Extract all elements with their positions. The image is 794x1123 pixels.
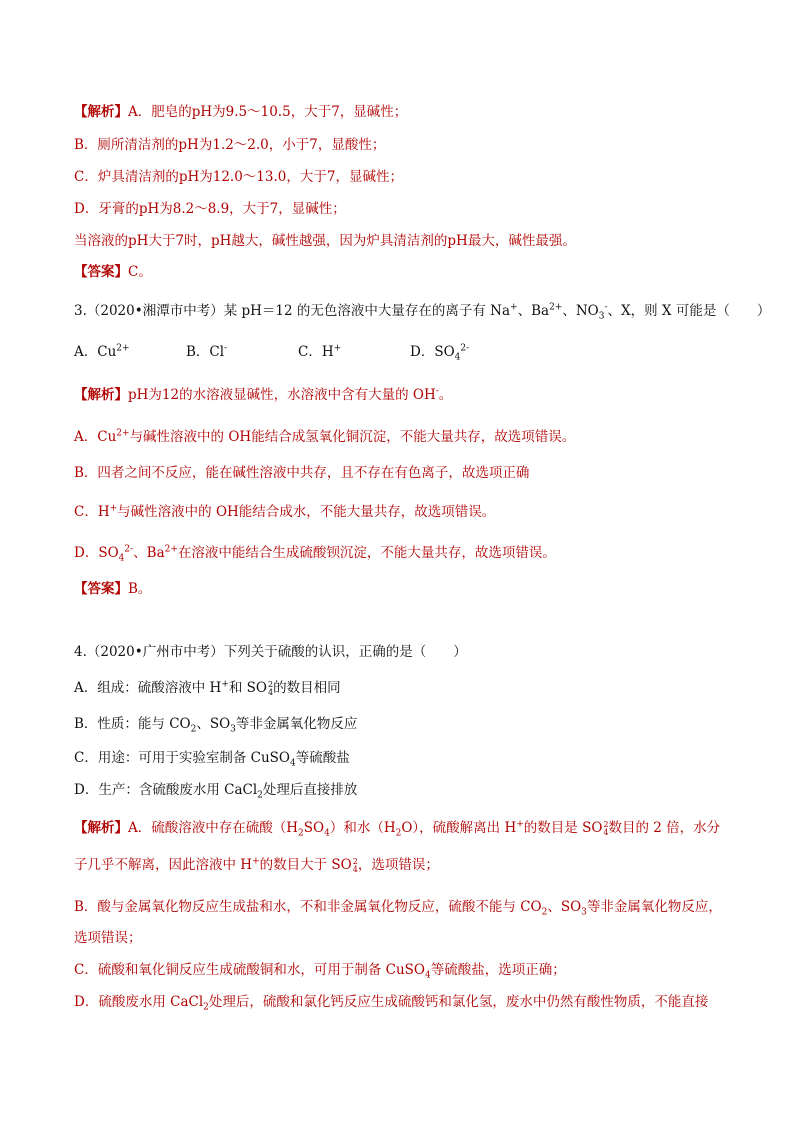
frac-bottom: 4	[352, 864, 358, 874]
no3-sub: 3	[598, 311, 605, 322]
q4-analysis-a-line2	[74, 856, 439, 874]
oh-charge: -	[435, 386, 439, 397]
q3-answer	[74, 580, 151, 598]
q4-an-b-sub3: 3	[581, 907, 587, 918]
q4-an-a-6: 数目的 2 倍，水分	[608, 820, 721, 836]
q4-an-a-sub2b: 2	[395, 828, 402, 839]
q3-opt-a-text: A．Cu	[74, 344, 117, 360]
q3-an-c-charge: +	[109, 503, 118, 514]
q4-an-b-2: 、SO	[547, 899, 582, 915]
q4-b-sub3: 3	[230, 724, 236, 735]
q4-an-a-sub4: 4	[324, 828, 330, 839]
q3-an-c-prefix: C．H	[74, 504, 110, 520]
q4-an-c-sub4: 4	[424, 970, 431, 981]
q4-b-mid: 、SO	[196, 716, 231, 732]
q3-opt-b-charge: -	[224, 343, 228, 354]
q3-an-c-suffix: 与碱性溶液中的 OH能结合成水，不能大量共存，故选项错误。	[117, 504, 496, 520]
q3-opt-a-charge: 2+	[116, 343, 130, 354]
q3-analysis-b: B．四者之间不反应，能在碱性溶液中共存，且不存在有色离子，故选项正确	[74, 465, 530, 481]
q4-analysis-b-line2: 选项错误；	[74, 930, 142, 946]
q4-an-a-5: 的数目是 SO	[523, 820, 603, 836]
q3-analysis-intro-a: pH为12的水溶液显碱性，水溶液中含有大量的 OH	[128, 387, 436, 403]
q3-analysis-intro	[74, 386, 452, 404]
q4-option-c	[74, 749, 350, 767]
frac-bottom: 4	[603, 827, 609, 837]
q4-an-c-prefix: C．硫酸和氧化铜反应生成硫酸铜和水，可用于制备 CuSO	[74, 962, 425, 978]
q4-analysis-tag: 【解析】	[74, 820, 128, 836]
q4-a-prefix: A．组成：硫酸溶液中 H	[74, 680, 222, 696]
q3-an-d-suffix: 在溶液中能结合生成硫酸钡沉淀，不能大量共存，故选项错误。	[177, 545, 556, 561]
q3-an-d-charge1: 2-	[124, 544, 134, 555]
q4-an-a-h-charge: +	[516, 819, 524, 830]
answer-tag: 【答案】	[74, 264, 128, 280]
frac-top: 2	[603, 819, 609, 829]
analysis-tag: 【解析】	[74, 104, 128, 120]
q4-analysis-d	[74, 993, 708, 1011]
q4-stem: 4.（2020•广州市中考）下列关于硫酸的认识，正确的是（ ）	[74, 644, 467, 660]
frac-bottom: 4	[267, 687, 274, 697]
q3-stem-suffix: 、X，则 X 可能是（ ）	[607, 303, 771, 319]
q3-options	[74, 343, 522, 361]
q4-an-b-3: 等非金属氧化物反应，	[586, 899, 722, 915]
q3-option-d	[410, 343, 522, 361]
q3-an-d-sub: 4	[118, 553, 125, 564]
q4-option-b	[74, 715, 357, 733]
q4-an-a-4: O），硫酸解离出 H	[401, 820, 517, 836]
q4-a-h-charge: +	[221, 679, 229, 690]
q4-an-a2-prefix: 子几乎不解离，因此溶液中 H	[74, 857, 253, 873]
q4-d-sub2: 2	[257, 790, 263, 801]
q4-analysis-b	[74, 898, 722, 916]
q3-stem-sep1: 、Ba	[517, 303, 550, 319]
na-charge: +	[510, 302, 518, 313]
analysis-conclusion: 当溶液的pH大于7时，pH越大，碱性越强，因为炉具清洁剂的pH最大，碱性最强。	[74, 233, 576, 249]
q3-option-a	[74, 343, 186, 361]
q4-analysis-c	[74, 961, 566, 979]
q4-a-mid: 和 SO	[228, 680, 267, 696]
q3-an-d-mid: 、Ba	[133, 545, 165, 561]
analysis-d-line: D．牙膏的pH为8.2～8.9，大于7，显碱性；	[74, 201, 346, 217]
q4-option-d	[74, 781, 357, 799]
analysis-b-line: B．厕所清洁剂的pH为1.2～2.0，小于7，显酸性；	[74, 137, 386, 153]
q3-an-a-charge: 2+	[116, 428, 130, 439]
q3-opt-d-text: D．SO	[410, 344, 455, 360]
q4-a-suffix: 的数目相同	[273, 680, 341, 696]
q3-option-c	[298, 343, 410, 361]
q3-analysis-c	[74, 503, 495, 521]
analysis-a-text: A．肥皂的pH为9.5～10.5，大于7，显碱性；	[128, 104, 408, 120]
q4-c-suffix: 等硫酸盐	[295, 750, 350, 766]
answer-value: C。	[128, 264, 152, 280]
q4-an-a2-suffix: ，选项错误；	[357, 857, 439, 873]
q4-c-prefix: C．用途：可用于实验室制备 CuSO	[74, 750, 290, 766]
q3-analysis-a	[74, 428, 575, 446]
q4-an-a-2: SO	[303, 820, 325, 836]
q3-an-a-suffix: 与碱性溶液中的 OH能结合成氢氧化铜沉淀，不能大量共存，故选项错误。	[129, 429, 576, 445]
frac-top: 2	[352, 856, 358, 866]
q4-an-a-3: ）和水（H	[329, 820, 396, 836]
analysis-c-line: C．炉具清洁剂的pH为12.0～13.0，大于7，显碱性；	[74, 169, 403, 185]
q3-option-b	[186, 343, 298, 361]
q4-an-a2-mid: 的数目大于 SO	[259, 857, 352, 873]
q4-b-prefix: B．性质：能与 CO	[74, 716, 191, 732]
q3-opt-b-text: B．Cl	[186, 344, 225, 360]
q3-analysis-tag: 【解析】	[74, 387, 128, 403]
q4-c-sub4: 4	[289, 758, 296, 769]
q3-answer-value: B。	[128, 581, 152, 597]
answer-line	[74, 263, 152, 281]
q3-analysis-intro-b: 。	[438, 387, 453, 403]
q4-an-a-sub2: 2	[298, 828, 304, 839]
q4-option-a	[74, 679, 341, 697]
q4-an-d-suffix: 处理后，硫酸和氯化钙反应生成硫酸钙和氯化氢，废水中仍然有酸性物质，不能直接	[208, 994, 709, 1010]
q4-an-d-prefix: D．硫酸废水用 CaCl	[74, 994, 204, 1010]
q3-answer-tag: 【答案】	[74, 581, 128, 597]
q3-opt-c-charge: +	[333, 343, 342, 354]
q4-d-suffix: 处理后直接排放	[262, 782, 358, 798]
ba-charge: 2+	[549, 302, 563, 313]
q3-analysis-d	[74, 544, 556, 562]
q4-d-prefix: D．生产：含硫酸废水用 CaCl	[74, 782, 258, 798]
q3-opt-d-charge: 2-	[460, 343, 470, 354]
q4-an-a-1: A．硫酸溶液中存在硫酸（H	[128, 820, 299, 836]
q4-an-c-suffix: 等硫酸盐，选项正确；	[430, 962, 566, 978]
analysis-a-line	[74, 103, 407, 121]
frac-top: 2	[267, 679, 274, 689]
q3-opt-c-text: C．H	[298, 344, 334, 360]
q4-an-d-sub2: 2	[203, 1002, 209, 1013]
q3-an-d-prefix: D．SO	[74, 545, 119, 561]
q4-an-b-1: B．酸与金属氧化物反应生成盐和水，不和非金属氧化物反应，硫酸不能与 CO	[74, 899, 542, 915]
q3-stem	[74, 302, 770, 320]
q3-stem-prefix: 3.（2020•湘潭市中考）某 pH＝12 的无色溶液中大量存在的离子有 Na	[74, 303, 511, 319]
q3-an-d-charge2: 2+	[164, 544, 178, 555]
q4-an-b-sub2: 2	[541, 907, 548, 918]
q4-b-suffix: 等非金属氧化物反应	[235, 716, 358, 732]
no3-charge: -	[604, 302, 608, 313]
q4-an-a2-charge: +	[252, 856, 260, 867]
q3-stem-sep2: 、NO	[562, 303, 599, 319]
q3-an-a-prefix: A．Cu	[74, 429, 117, 445]
q3-opt-d-sub: 4	[454, 352, 461, 363]
q4-analysis-a	[74, 819, 720, 837]
q4-b-sub2: 2	[190, 724, 197, 735]
